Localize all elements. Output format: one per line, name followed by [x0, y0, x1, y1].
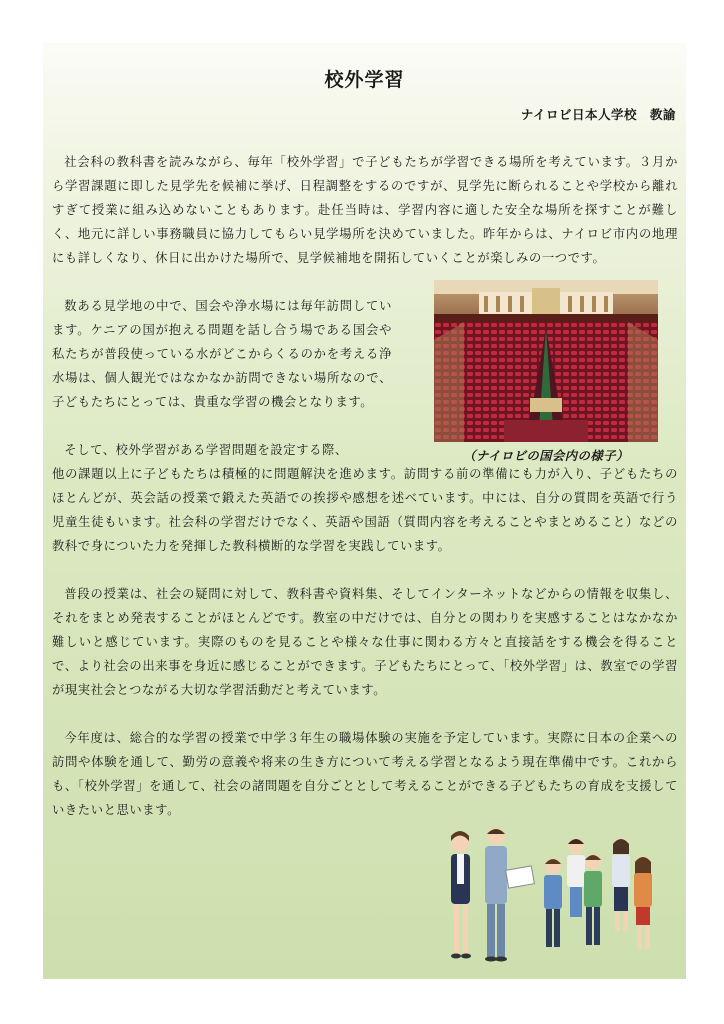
article-title: 校外学習 [324, 69, 405, 91]
paragraph-1 [52, 150, 678, 270]
paragraph-4 [52, 582, 678, 702]
parliament-photo-svg [434, 280, 658, 442]
teacher-students-illustration [443, 828, 683, 978]
paragraph-3a-text: そして、校外学習がある学習問題を設定する際、 [64, 443, 348, 457]
female-teacher-figure [451, 831, 471, 959]
photo-caption: （ナイロビの国会内の様子） [463, 449, 629, 463]
paragraph-4-text: 普段の授業は、社会の疑問に対して、教科書や資料集、そしてインターネットなどからの情報を収集し、それをまとめ発表することがほとんどです。教室の中だけでは、自分との関わりを実感することはなかなか難しいと感じています。実際のものを見ることや様々な仕事に関わる方々と直接話をする機会を得ることで、より社会の出来事を身近に感じることができます。子どもたちにとって、「校外学習」は、教室での学習が現実社会とつながる大切な学習活動だと考えています。 [52, 587, 678, 697]
parliament-photo [434, 280, 658, 442]
author-line: ナイロビ日本人学校 教諭 [520, 107, 676, 122]
paragraph-2 [52, 294, 392, 414]
article-page [43, 43, 686, 979]
paragraph-5-text: 今年度は、総合的な学習の授業で中学３年生の職場体験の実施を予定しています。実際に日本の企業への訪問や体験を通して、勤労の意義や将来の生き方について考える学習となるよう現在準備中です。これからも、「校外学習」を通して、社会の諸問題を自分ごととして考えることができる子どもたちの育成を支援していきたいと思います。 [52, 731, 678, 817]
paragraph-1-text: 社会科の教科書を読みながら、毎年「校外学習」で子どもたちが学習できる場所を考えています。３月から学習課題に即した見学先を候補に挙げ、日程調整をするのですが、見学先に断られることや学校から離れすぎて授業に組み込めないこともあります。赴任当時は、学習内容に適した安全な場所を探すことが難しく、地元に詳しい事務職員に協力してもらい見学場所を決めていました。昨年からは、ナイロビ市内の地理にも詳しくなり、休日に出かけた場所で、見学候補地を開拓していくことが楽しみの一つです。 [52, 155, 678, 265]
illustration-svg [443, 828, 683, 978]
male-teacher-figure [485, 828, 534, 962]
paragraph-3-cont [52, 462, 678, 558]
paragraph-5 [52, 726, 678, 822]
student-figures [544, 838, 652, 949]
paragraph-3-start [52, 438, 392, 462]
paragraph-3b-text: 他の課題以上に子どもたちは積極的に問題解決を進めます。訪問する前の準備にも力が入り、子どもたちのほとんどが、英会話の授業で鍛えた英語での挨拶や感想を述べています。中には、自分の質問を英語で行う児童生徒もいます。社会科の学習だけでなく、英語や国語（質問内容を考えることやまとめること）などの教科で身についた力を発揮した教科横断的な学習を実践しています。 [52, 467, 678, 553]
paragraph-2-text: 数ある見学地の中で、国会や浄水場には毎年訪問しています。ケニアの国が抱える問題を話し合う場である国会や私たちが普段使っている水がどこからくるのかを考える浄水場は、個人観光ではなかなか訪問できない場所なので、子どもたちにとっては、貴重な学習の機会となります。 [52, 299, 392, 409]
